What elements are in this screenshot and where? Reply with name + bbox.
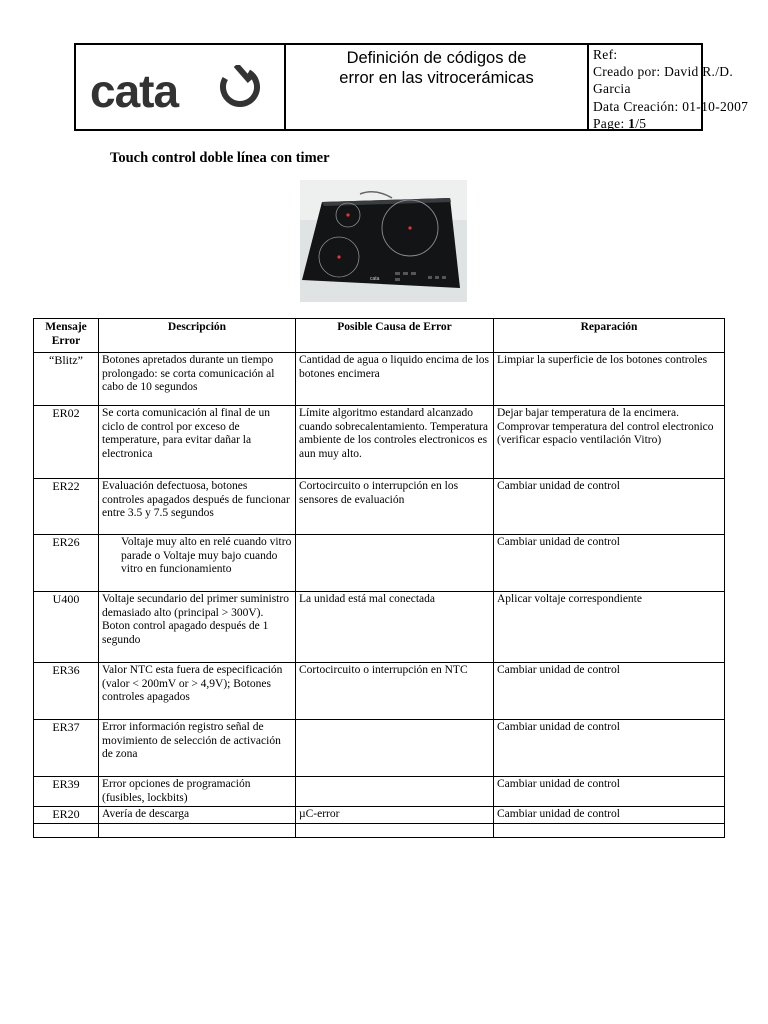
cell-cause: [296, 535, 494, 592]
cell-code: ER22: [34, 479, 99, 535]
author: Creado por: David R./D.: [593, 64, 734, 80]
table-row: [34, 777, 725, 807]
cell-code: ER37: [34, 720, 99, 777]
cell-repair: [494, 823, 725, 837]
svg-text:cata: cata: [90, 65, 179, 115]
header-code: Mensaje Error: [34, 319, 99, 353]
table-header-row: [34, 319, 725, 353]
cell-cause: Cantidad de agua o liquido encima de los botones encimera: [296, 353, 494, 406]
cell-description: Voltaje muy alto en relé cuando vitro parade o Voltaje muy bajo cuando vitro en funcionamiento: [99, 535, 296, 592]
cell-repair: Cambiar unidad de control: [494, 535, 725, 592]
cell-code: “Blitz”: [34, 353, 99, 406]
cell-code: U400: [34, 592, 99, 663]
cell-description: Voltaje secundario del primer suministro demasiado alto (principal > 300V). Boton control apagado después de 1 segundo: [99, 592, 296, 663]
header-cause: Posible Causa de Error: [296, 319, 494, 353]
cell-cause: [296, 777, 494, 807]
cell-code: ER39: [34, 777, 99, 807]
cata-swirl-icon: [217, 65, 263, 110]
cell-description: [99, 823, 296, 837]
logo-cell: [76, 45, 286, 129]
cell-repair: Aplicar voltaje correspondiente: [494, 592, 725, 663]
cell-code: [34, 823, 99, 837]
cell-repair: Limpiar la superficie de los botones controles: [494, 353, 725, 406]
cell-description: Error información registro señal de movimiento de selección de activación de zona: [99, 720, 296, 777]
cell-cause: [296, 720, 494, 777]
cell-description: Evaluación defectuosa, botones controles apagados después de funcionar entre 3.5 y 7.5 segundos: [99, 479, 296, 535]
table-row: [34, 823, 725, 837]
cell-repair: Cambiar unidad de control: [494, 720, 725, 777]
table-row: [34, 663, 725, 720]
cell-description: Se corta comunicación al final de un ciclo de control por exceso de temperature, para evitar dañar la electronica: [99, 406, 296, 479]
creation-date: Data Creación: 01-10-2007: [593, 98, 749, 114]
cell-cause: Límite algoritmo estandard alcanzado cuando sobrecalentamiento. Temperatura ambiente de los controles electronicos es aun muy alto.: [296, 406, 494, 479]
author-cont: Garcia: [593, 81, 631, 97]
document-header: [74, 43, 749, 131]
cell-repair: Cambiar unidad de control: [494, 777, 725, 807]
cell-repair: Dejar bajar temperatura de la encimera. Comprovar temperatura del control electronico (verificar espacio ventilación Vitro): [494, 406, 725, 479]
header-description: Descripción: [99, 319, 296, 353]
title-line-1: Definición de códigos de: [346, 49, 527, 67]
header-repair: Reparación: [494, 319, 725, 353]
document-title: [286, 45, 589, 129]
cell-description: Valor NTC esta fuera de especificación (valor < 200mV or > 4,9V); Botones controles apagados: [99, 663, 296, 720]
ref-label: Ref:: [593, 47, 618, 62]
cata-logo: [88, 65, 278, 115]
cell-description: Avería de descarga: [99, 807, 296, 824]
cell-cause: µC-error: [296, 807, 494, 824]
error-code-table: [33, 318, 725, 838]
svg-text:cata: cata: [370, 276, 380, 282]
table-row: [34, 535, 725, 592]
cell-code: ER20: [34, 807, 99, 824]
section-subtitle: Touch control doble línea con timer: [110, 150, 330, 166]
cell-description: Error opciones de programación (fusibles, lockbits): [99, 777, 296, 807]
cooktop-photo: [300, 180, 467, 302]
document-meta: [589, 45, 749, 131]
table-row: [34, 592, 725, 663]
cell-code: ER36: [34, 663, 99, 720]
page-number: Page: 1/5: [593, 115, 647, 131]
cell-code: ER26: [34, 535, 99, 592]
table-row: [34, 807, 725, 824]
table-row: [34, 353, 725, 406]
table-row: [34, 720, 725, 777]
table-row: [34, 479, 725, 535]
cell-code: ER02: [34, 406, 99, 479]
cell-cause: Cortocircuito o interrupción en NTC: [296, 663, 494, 720]
cell-description: Botones apretados durante un tiempo prolongado: se corta comunicación al cabo de 10 segundos: [99, 353, 296, 406]
cell-repair: Cambiar unidad de control: [494, 663, 725, 720]
cell-cause: [296, 823, 494, 837]
cell-cause: La unidad está mal conectada: [296, 592, 494, 663]
cell-repair: Cambiar unidad de control: [494, 479, 725, 535]
cell-cause: Cortocircuito o interrupción en los sensores de evaluación: [296, 479, 494, 535]
table-row: [34, 406, 725, 479]
title-line-2: error en las vitrocerámicas: [339, 69, 534, 87]
cell-repair: Cambiar unidad de control: [494, 807, 725, 824]
